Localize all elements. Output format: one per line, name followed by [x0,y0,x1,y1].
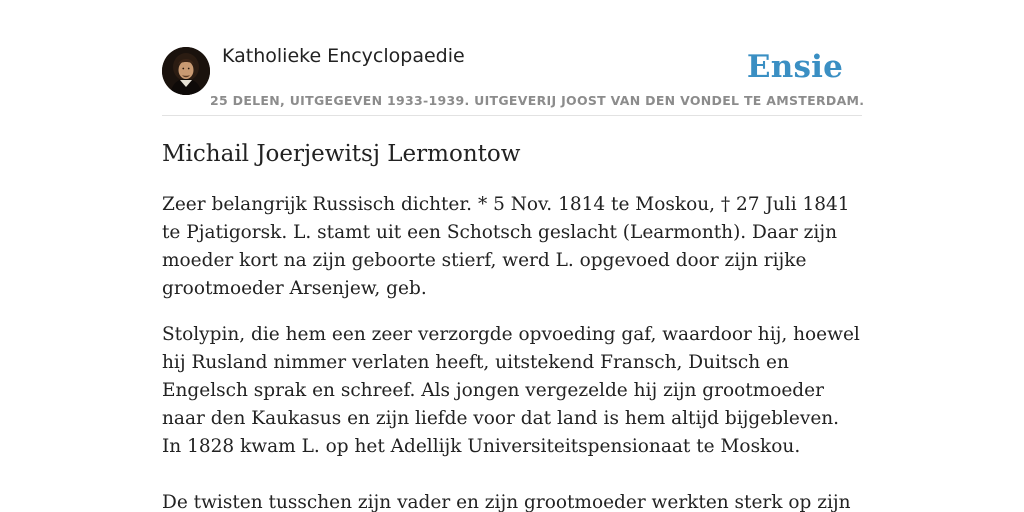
source-subtitle: 25 DELEN, UITGEGEVEN 1933-1939. UITGEVERIJ JOOST VAN DEN VONDEL TE AMSTERDAM. [210,93,865,108]
article-paragraph: Stolypin, die hem een zeer verzorgde opvoeding gaf, waardoor hij, hoewel hij Rusland nimmer verlaten heeft, uitstekend Fransch, Duitsch en Engelsch sprak en schreef. Als jongen vergezelde hij zijn grootmoeder naar den Kaukasus en zijn liefde voor dat land is hem altijd bijgebleven. In 1828 kwam L. op het Adellijk Universiteitspensionaat te Moskou. [162,324,860,457]
page-header [162,40,865,116]
ensie-logo-link[interactable]: Ensie [746,49,843,85]
source-avatar[interactable] [162,47,210,95]
source-title[interactable]: Katholieke Encyclopaedie [222,45,465,67]
portrait-avatar-icon [162,47,210,95]
article-paragraph: Zeer belangrijk Russisch dichter. * 5 Nov. 1814 te Moskou, † 27 Juli 1841 te Pjatigorsk. L. stamt uit een Schotsch geslacht (Learmonth). Daar zijn moeder kort na zijn geboorte stierf, werd L. opgevoed door zijn rijke grootmoeder Arsenjew, geb. [162,194,850,299]
article [162,137,862,512]
article-title: Michail Joerjewitsj Lermontow [162,141,521,167]
article-paragraph: De twisten tusschen zijn vader en zijn grootmoeder werkten sterk op zijn [162,492,851,512]
